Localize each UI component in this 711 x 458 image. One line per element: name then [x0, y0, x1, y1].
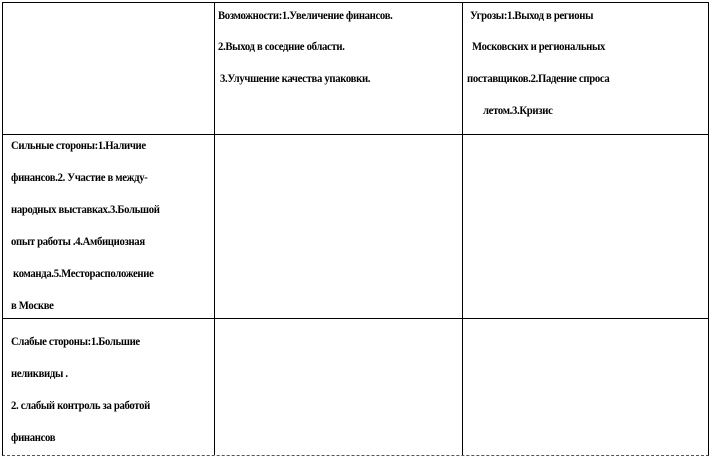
threats-line-3: поставщиков.2.Падение спроса [467, 73, 610, 85]
column-divider-1 [214, 3, 215, 455]
strengths-line-5: команда.5.Месторасположение [13, 268, 154, 280]
opportunities-line-3: 3.Улучшение качества упаковки. [220, 73, 371, 85]
weaknesses-line-3: 2. слабый контроль за работой [11, 400, 150, 412]
opportunities-line-1: Возможности:1.Увеличение финансов. [218, 10, 393, 22]
opportunities-line-2: 2.Выход в соседние области. [218, 41, 345, 53]
row-divider-2 [3, 318, 708, 319]
column-divider-2 [462, 3, 463, 455]
threats-line-2: Московских и региональных [472, 41, 606, 53]
threats-line-1: Угрозы:1.Выход в регионы [470, 10, 594, 22]
weaknesses-line-2: неликвиды . [11, 368, 68, 380]
strengths-line-2: финансов.2. Участие в между- [11, 172, 148, 184]
strengths-line-4: опыт работы .4.Амбициозная [11, 236, 145, 248]
weaknesses-line-1: Слабые стороны:1.Большие [11, 336, 140, 348]
strengths-line-3: народных выставках.3.Большой [11, 204, 160, 216]
threats-line-4: летом.3.Кризис [483, 105, 553, 117]
weaknesses-line-4: финансов [11, 432, 56, 444]
strengths-line-6: в Москве [11, 300, 54, 312]
strengths-line-1: Сильные стороны:1.Наличие [11, 140, 146, 152]
